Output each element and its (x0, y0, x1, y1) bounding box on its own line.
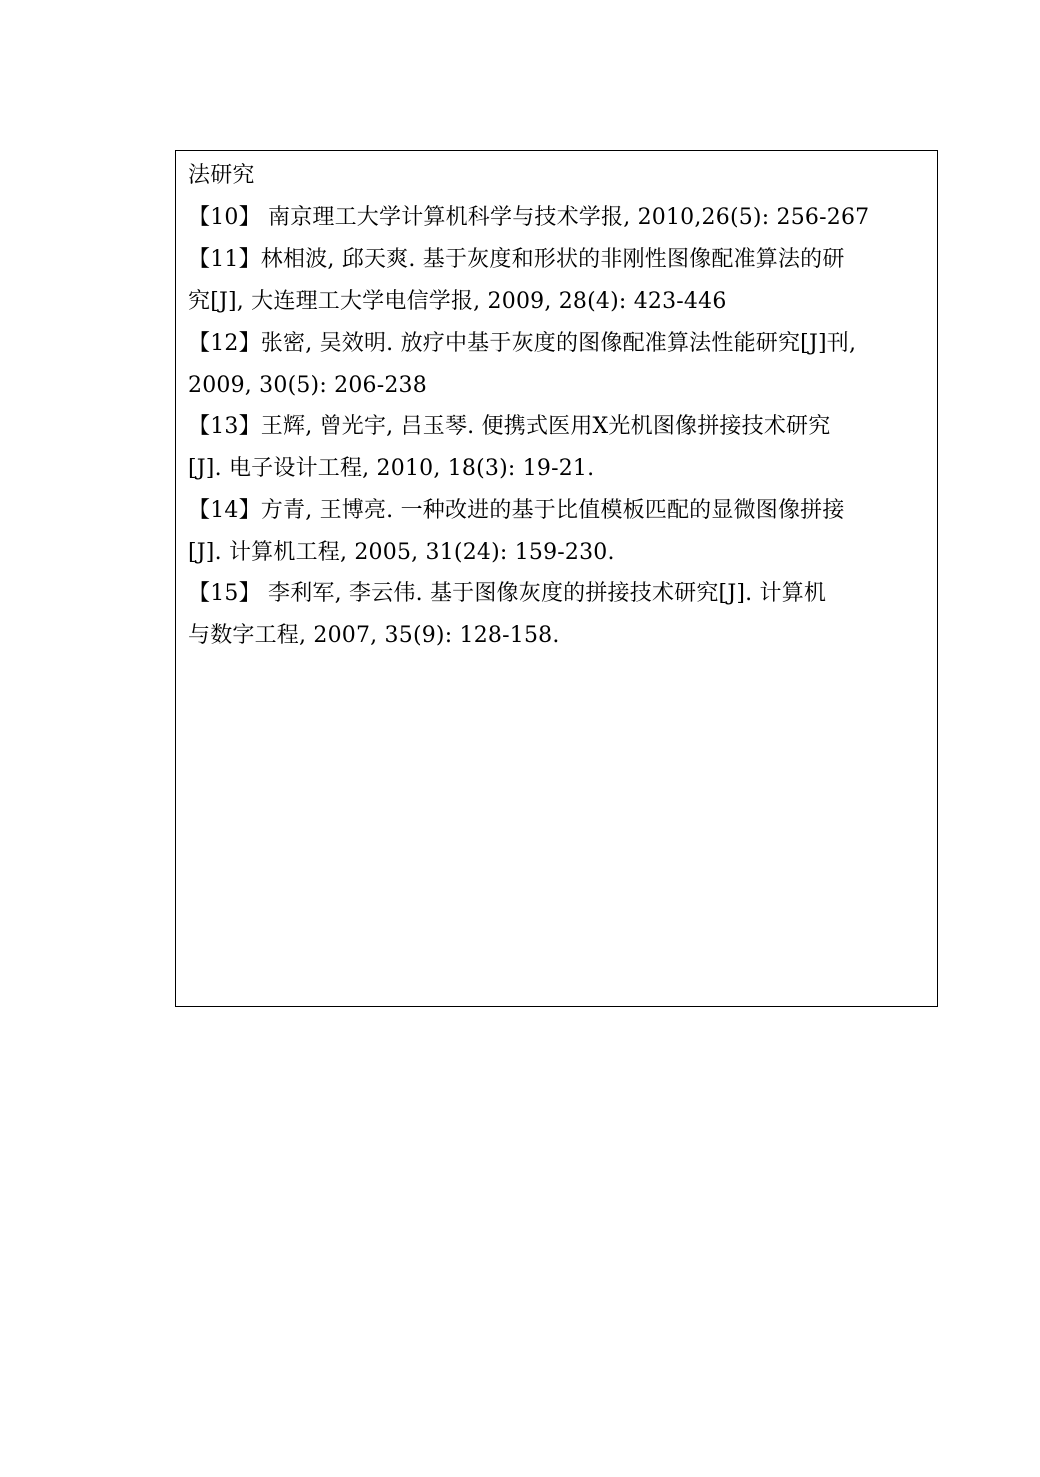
reference-line: 【15】 李利军, 李云伟. 基于图像灰度的拼接技术研究[J]. 计算机 (188, 581, 827, 606)
reference-line: 【14】方青, 王博亮. 一种改进的基于比值模板匹配的显微图像拼接 (188, 498, 845, 523)
reference-line: [J]. 计算机工程, 2005, 31(24): 159-230. (188, 540, 615, 565)
reference-line: 法研究 (188, 163, 255, 188)
references-table-cell (175, 150, 938, 1007)
reference-line: 【11】林相波, 邱天爽. 基于灰度和形状的非刚性图像配准算法的研 (188, 247, 845, 272)
reference-line: [J]. 电子设计工程, 2010, 18(3): 19-21. (188, 456, 595, 481)
reference-line: 2009, 30(5): 206-238 (188, 373, 427, 398)
reference-line: 与数字工程, 2007, 35(9): 128-158. (188, 623, 560, 648)
reference-line: 【10】 南京理工大学计算机科学与技术学报, 2010,26(5): 256-267 (188, 205, 870, 230)
reference-line: 究[J], 大连理工大学电信学报, 2009, 28(4): 423-446 (188, 289, 727, 314)
reference-line: 【13】王辉, 曾光宇, 吕玉琴. 便携式医用X光机图像拼接技术研究 (188, 414, 831, 439)
reference-line: 【12】张密, 吴效明. 放疗中基于灰度的图像配准算法性能研究[J]刊, (188, 331, 857, 356)
